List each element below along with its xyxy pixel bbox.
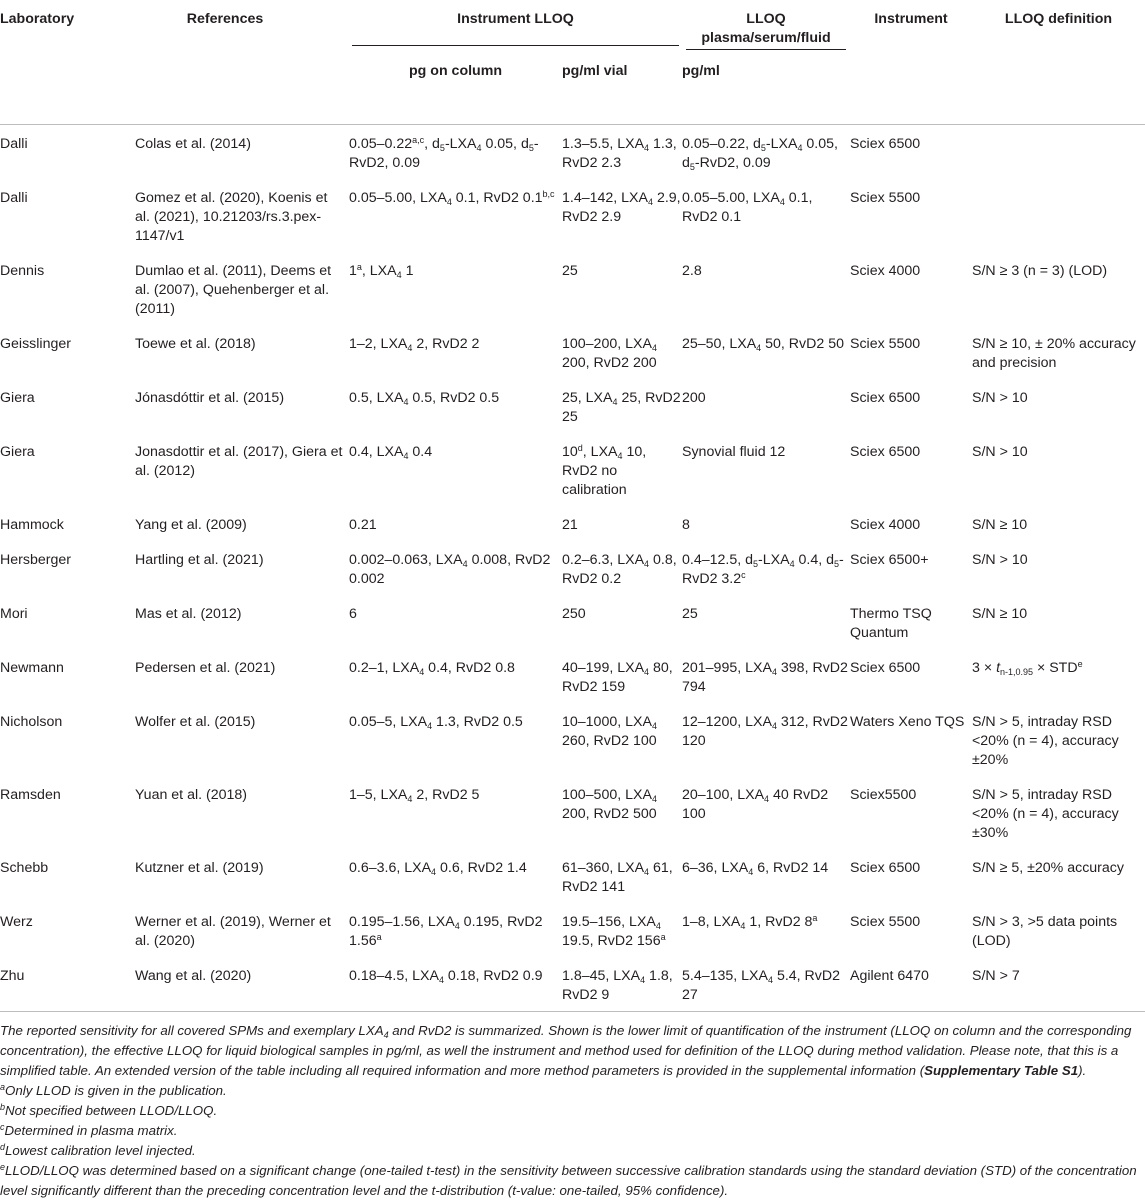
cell-instrument: Thermo TSQ Quantum — [850, 606, 932, 641]
cell-instrument: Sciex5500 — [850, 787, 917, 803]
cell-instrument: Sciex 6500 — [850, 444, 921, 460]
cell-pg-ml-vial: 10–1000, $LXA_4$ 260, RvD2 100 — [562, 714, 657, 749]
cell-lloq-definition: S/N > 5, intraday RSD <20% (n = 4), accuracy ±30% — [972, 787, 1119, 841]
cell-laboratory: Giera — [0, 444, 35, 460]
cell-pg-ml-fluid: 5.4–135, $LXA_4$ 5.4, RvD2 27 — [682, 968, 841, 1003]
table-row — [0, 776, 1145, 849]
cell-pg-on-column: 0.18–4.5, $LXA_4$ 0.18, RvD2 0.9 — [349, 968, 543, 985]
cell-pg-ml-fluid: 1–8, $LXA_4$ 1, RvD2 8$^a$ — [682, 913, 818, 931]
cell-lloq-definition: S/N > 7 — [972, 968, 1020, 984]
cell-laboratory: Mori — [0, 606, 28, 622]
cell-pg-on-column: 0.5, $LXA_4$ 0.5, RvD2 0.5 — [349, 390, 500, 407]
header-instrument-lloq — [349, 0, 682, 50]
cell-references: Yuan et al. (2018) — [135, 787, 248, 803]
cell-pg-on-column: 1–5, $LXA_4$ 2, RvD2 5 — [349, 787, 480, 804]
cell-pg-ml-fluid: 0.05–5.00, $LXA_4$ 0.1, RvD2 0.1 — [682, 190, 813, 225]
cell-lloq-definition: S/N ≥ 5, ±20% accuracy — [972, 860, 1124, 876]
table-row — [0, 903, 1145, 957]
cell-pg-ml-vial: 25, $LXA_4$ 25, RvD2 25 — [562, 390, 681, 425]
cell-references: Dumlao et al. (2011), Deems et al. (2007), Quehenberger et al. (2011) — [135, 263, 332, 317]
cell-instrument: Sciex 6500 — [850, 390, 921, 406]
cell-laboratory: Dennis — [0, 263, 45, 279]
cell-laboratory: Dalli — [0, 136, 28, 152]
header-pg-ml: pg/ml — [682, 63, 720, 79]
cell-instrument: Waters Xeno TQS — [850, 714, 965, 730]
cell-pg-ml-fluid: 201–995, $LXA_4$ 398, RvD2 794 — [682, 660, 848, 695]
cell-laboratory: Zhu — [0, 968, 25, 984]
cell-references: Jónasdóttir et al. (2015) — [135, 390, 285, 406]
cell-pg-ml-fluid: 12–1200, $LXA_4$ 312, RvD2 120 — [682, 714, 848, 749]
cell-pg-ml-fluid: 25 — [682, 606, 698, 622]
cell-lloq-definition: $3 \times t_{n-1,0.95} \times STD^e$ — [972, 659, 1083, 677]
cell-pg-ml-fluid: 2.8 — [682, 263, 702, 279]
cell-references: Hartling et al. (2021) — [135, 552, 264, 568]
cell-laboratory: Hersberger — [0, 552, 71, 568]
cell-instrument: Sciex 6500 — [850, 136, 921, 152]
cell-pg-ml-vial: 21 — [562, 517, 578, 533]
footnote: $^e$LLOD/LLOQ was determined based on a significant change (one-tailed t-test) in the sensitivity between successive calibration standards using the standard deviation (STD) of the concentration level significantly different than the preceding concentration level and the t-distribution (t-value: one-tailed, 95% confidence). — [0, 1162, 1137, 1198]
header-instrument-lloq-label: Instrument LLOQ — [352, 10, 679, 46]
cell-references: Gomez et al. (2020), Koenis et al. (2021), 10.21203/rs.3.pex-1147/v1 — [135, 190, 328, 244]
cell-pg-on-column: 1$^a$, $LXA_4$ 1 — [349, 262, 414, 280]
cell-pg-ml-vial: 250 — [562, 606, 586, 622]
cell-pg-ml-fluid: Synovial fluid 12 — [682, 444, 786, 460]
cell-instrument: Sciex 6500+ — [850, 552, 929, 568]
cell-instrument: Sciex 5500 — [850, 914, 921, 930]
header-pg-ml-vial: pg/ml vial — [562, 63, 628, 79]
cell-laboratory: Hammock — [0, 517, 64, 533]
header-lloq-definition: LLOQ definition — [1004, 11, 1113, 27]
table-row — [0, 703, 1145, 776]
cell-pg-ml-vial: 61–360, $LXA_4$ 61, RvD2 141 — [562, 860, 673, 895]
cell-lloq-definition: S/N ≥ 10 — [972, 606, 1028, 622]
cell-pg-ml-fluid: 8 — [682, 517, 690, 533]
cell-instrument: Sciex 6500 — [850, 860, 921, 876]
table-row — [0, 252, 1145, 325]
cell-laboratory: Geisslinger — [0, 336, 71, 352]
cell-lloq-definition: S/N ≥ 10 — [972, 517, 1028, 533]
cell-lloq-definition: S/N > 10 — [972, 552, 1028, 568]
header-lloq-fluid — [682, 0, 850, 50]
cell-pg-ml-fluid: 20–100, $LXA_4$ 40 RvD2 100 — [682, 787, 829, 822]
cell-pg-on-column: 1–2, $LXA_4$ 2, RvD2 2 — [349, 336, 480, 353]
cell-references: Wang et al. (2020) — [135, 968, 252, 984]
cell-pg-on-column: 0.05–5.00, $LXA_4$ 0.1, RvD2 0.1$^{b,c}$ — [349, 189, 555, 207]
cell-pg-ml-vial: 19.5–156, $LXA_4$ 19.5, RvD2 156$^a$ — [562, 914, 666, 949]
table-row — [0, 125, 1145, 180]
cell-references: Toewe et al. (2018) — [135, 336, 256, 352]
cell-pg-ml-vial: 0.2–6.3, $LXA_4$ 0.8, RvD2 0.2 — [562, 552, 677, 587]
cell-lloq-definition: S/N > 10 — [972, 444, 1028, 460]
cell-pg-ml-vial: 10$^d$, $LXA_4$ 10, RvD2 no calibration — [562, 443, 647, 498]
cell-pg-on-column: 0.2–1, $LXA_4$ 0.4, RvD2 0.8 — [349, 660, 515, 677]
table-row — [0, 541, 1145, 595]
cell-instrument: Sciex 4000 — [850, 263, 921, 279]
cell-pg-ml-fluid: 25–50, $LXA_4$ 50, RvD2 50 — [682, 336, 844, 353]
cell-references: Mas et al. (2012) — [135, 606, 242, 622]
cell-pg-on-column: 0.002–0.063, $LXA_4$ 0.008, RvD2 0.002 — [349, 552, 551, 587]
cell-instrument: Sciex 5500 — [850, 190, 921, 206]
cell-lloq-definition: S/N > 10 — [972, 390, 1028, 406]
header-pg-on-column: pg on column — [409, 63, 502, 79]
cell-lloq-definition: S/N ≥ 3 (n = 3) (LOD) — [972, 263, 1108, 279]
cell-pg-ml-fluid: 0.05–0.22, $d_5-LXA_4$ 0.05, $d_5-RvD2$, 0.09 — [682, 136, 838, 172]
cell-pg-ml-vial: 40–199, $LXA_4$ 80, RvD2 159 — [562, 660, 673, 695]
cell-lloq-definition — [972, 179, 1145, 252]
cell-lloq-definition: S/N > 5, intraday RSD <20% (n = 4), accuracy ±20% — [972, 714, 1119, 768]
cell-pg-ml-fluid: 6–36, $LXA_4$ 6, RvD2 14 — [682, 860, 829, 877]
footnote: $^c$Determined in plasma matrix. — [0, 1122, 178, 1138]
cell-lloq-definition: S/N > 3, >5 data points (LOD) — [972, 914, 1118, 949]
cell-laboratory: Giera — [0, 390, 35, 406]
cell-pg-ml-vial: 100–500, $LXA_4$ 200, RvD2 500 — [562, 787, 657, 822]
cell-pg-ml-vial: 25 — [562, 263, 578, 279]
cell-laboratory: Werz — [0, 914, 33, 930]
cell-references: Jonasdottir et al. (2017), Giera et al. (2012) — [135, 444, 343, 479]
cell-instrument: Sciex 4000 — [850, 517, 921, 533]
header-laboratory: Laboratory — [0, 11, 75, 27]
cell-pg-ml-vial: 1.4–142, $LXA_4$ 2.9, RvD2 2.9 — [562, 190, 681, 225]
table-row — [0, 433, 1145, 506]
table-row — [0, 506, 1145, 541]
cell-laboratory: Schebb — [0, 860, 49, 876]
table-row — [0, 325, 1145, 379]
cell-references: Werner et al. (2019), Werner et al. (2020) — [135, 914, 331, 949]
header-lloq-fluid-label: LLOQ plasma/serum/fluid — [686, 10, 846, 50]
cell-pg-on-column: 0.05–0.22$^{a,c}$, $d_5-LXA_4$ 0.05, $d_5-RvD2$, 0.09 — [349, 135, 539, 171]
header-instrument: Instrument — [874, 11, 948, 27]
cell-pg-ml-fluid: 0.4–12.5, $d_5-LXA_4$ 0.4, $d_5-RvD2$ 3.2$^c$ — [682, 552, 844, 587]
cell-pg-ml-vial: 1.3–5.5, $LXA_4$ 1.3, RvD2 2.3 — [562, 136, 677, 171]
cell-instrument: Sciex 5500 — [850, 336, 921, 352]
cell-references: Pedersen et al. (2021) — [135, 660, 276, 676]
cell-lloq-definition: S/N ≥ 10, ± 20% accuracy and precision — [972, 336, 1136, 371]
table-row — [0, 379, 1145, 433]
cell-pg-on-column: 0.21 — [349, 517, 377, 533]
cell-references: Colas et al. (2014) — [135, 136, 251, 152]
cell-references: Yang et al. (2009) — [135, 517, 247, 533]
cell-pg-on-column: 6 — [349, 606, 357, 622]
cell-pg-on-column: 0.6–3.6, $LXA_4$ 0.6, RvD2 1.4 — [349, 860, 527, 877]
table-row — [0, 179, 1145, 252]
table-row — [0, 649, 1145, 703]
cell-references: Wolfer et al. (2015) — [135, 714, 256, 730]
cell-pg-on-column: 0.05–5, $LXA_4$ 1.3, RvD2 0.5 — [349, 714, 523, 731]
table-row — [0, 957, 1145, 1012]
table-row — [0, 849, 1145, 903]
cell-pg-on-column: 0.4, $LXA_4$ 0.4 — [349, 444, 433, 461]
footnote: $^a$Only LLOD is given in the publication. — [0, 1082, 227, 1098]
cell-pg-ml-vial: 100–200, $LXA_4$ 200, RvD2 200 — [562, 336, 657, 371]
footnote: $^b$Not specified between LLOD/LLOQ. — [0, 1102, 218, 1118]
cell-pg-on-column: 0.195–1.56, $LXA_4$ 0.195, RvD2 1.56$^a$ — [349, 914, 543, 949]
cell-laboratory: Nicholson — [0, 714, 63, 730]
cell-pg-ml-fluid: 200 — [682, 390, 706, 406]
cell-pg-ml-vial: 1.8–45, $LXA_4$ 1.8, RvD2 9 — [562, 968, 673, 1003]
cell-laboratory: Dalli — [0, 190, 28, 206]
table-row — [0, 595, 1145, 649]
footnote: $^d$Lowest calibration level injected. — [0, 1142, 196, 1158]
cell-laboratory: Ramsden — [0, 787, 61, 803]
header-references: References — [186, 11, 264, 27]
footnotes — [0, 1081, 1145, 1201]
cell-laboratory: Newmann — [0, 660, 64, 676]
cell-instrument: Agilent 6470 — [850, 968, 929, 984]
cell-references: Kutzner et al. (2019) — [135, 860, 264, 876]
cell-instrument: Sciex 6500 — [850, 660, 921, 676]
cell-lloq-definition — [972, 125, 1145, 180]
table-caption: The reported sensitivity for all covered SPMs and exemplary $LXA_4$ and RvD2 is summarized. Shown is the lower limit of quantification of the instrument (LLOQ on column and the corresponding concentration), the effective LLOQ for liquid biological samples in pg/ml, as well the instrument and method used for definition of the LLOQ during method validation. Please note, that this is a simplified table. An extended version of the table including all required information and more method parameters is provided in the supplemental information (Supplementary Table S1). — [0, 1023, 1132, 1078]
